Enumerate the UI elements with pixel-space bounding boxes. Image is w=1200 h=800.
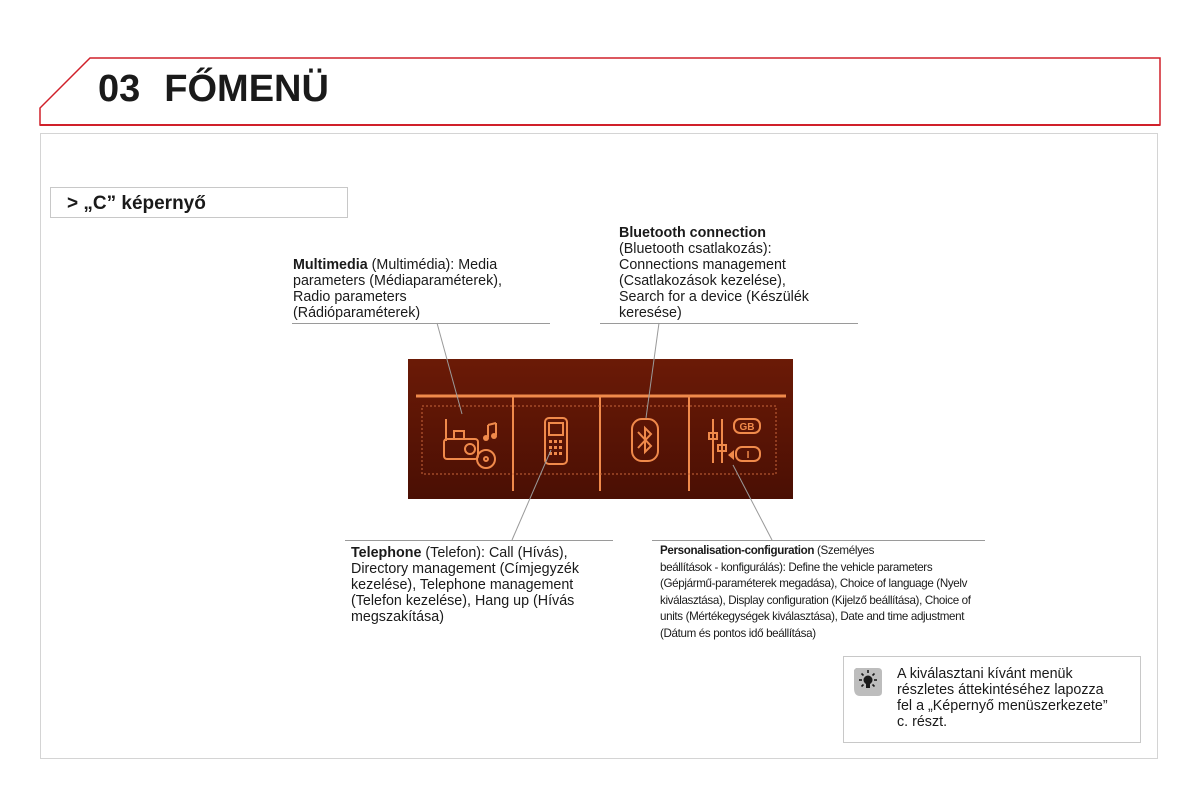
personalisation-leader (733, 465, 772, 540)
bluetooth-line: Search for a device (Készülék (619, 289, 809, 305)
telephone-title: Telephone (351, 545, 422, 561)
personalisation-line: units (Mértékegységek kiválasztása), Date and time adjustment (660, 610, 965, 624)
chapter-title: FŐMENÜ (164, 68, 329, 110)
chapter-number: 03 (98, 68, 141, 110)
personalisation-line: (Gépjármű-paraméterek megadása), Choice of language (Nyelv (660, 577, 968, 591)
personalisation-line: (Dátum és pontos idő beállítása) (660, 626, 816, 640)
personalisation-line: (Személyes (814, 544, 875, 557)
multimedia-line: parameters (Médiaparaméterek), (293, 273, 502, 289)
bluetooth-line: Connections management (619, 257, 786, 273)
telephone-line: (Telefon kezelése), Hang up (Hívás (351, 593, 575, 609)
bluetooth-title: Bluetooth connection (619, 225, 766, 241)
telephone-line: kezelése), Telephone management (351, 577, 574, 593)
section-heading: > „C” képernyő (50, 187, 348, 218)
note-text (897, 666, 1137, 730)
bluetooth-line: (Bluetooth csatlakozás): (619, 241, 772, 257)
multimedia-leader (437, 323, 462, 414)
multimedia-line: (Rádióparaméterek) (293, 305, 421, 321)
note-line: c. részt. (897, 714, 948, 730)
flag-gb-label: GB (739, 422, 755, 433)
personalisation-line: kiválasztása), Display configuration (Kijelző beállítása), Choice of (660, 593, 971, 607)
lightbulb-icon (852, 666, 884, 698)
bluetooth-line: (Csatlakozások kezelése), (619, 273, 786, 289)
bluetooth-leader (646, 323, 659, 418)
multimedia-line: Radio parameters (293, 289, 407, 305)
personalisation-line: beállítások - konfigurálás): Define the vehicle parameters (660, 560, 933, 574)
note-line: részletes áttekintéséhez lapozza (897, 682, 1104, 698)
telephone-line: (Telefon): Call (Hívás), (421, 545, 568, 561)
multimedia-title: Multimedia (293, 257, 368, 273)
bluetooth-line: keresése) (619, 305, 682, 321)
personalisation-title: Personalisation-configuration (660, 544, 815, 557)
note-line: A kiválasztani kívánt menük (897, 666, 1073, 682)
telephone-line: megszakítása) (351, 609, 444, 625)
telephone-line: Directory management (Címjegyzék (351, 561, 580, 577)
note-line: fel a „Képernyő menüszerkezete” (897, 698, 1108, 714)
telephone-leader (512, 450, 551, 540)
flag-i-label: I (746, 450, 750, 461)
multimedia-line: (Multimédia): Media (367, 257, 498, 273)
